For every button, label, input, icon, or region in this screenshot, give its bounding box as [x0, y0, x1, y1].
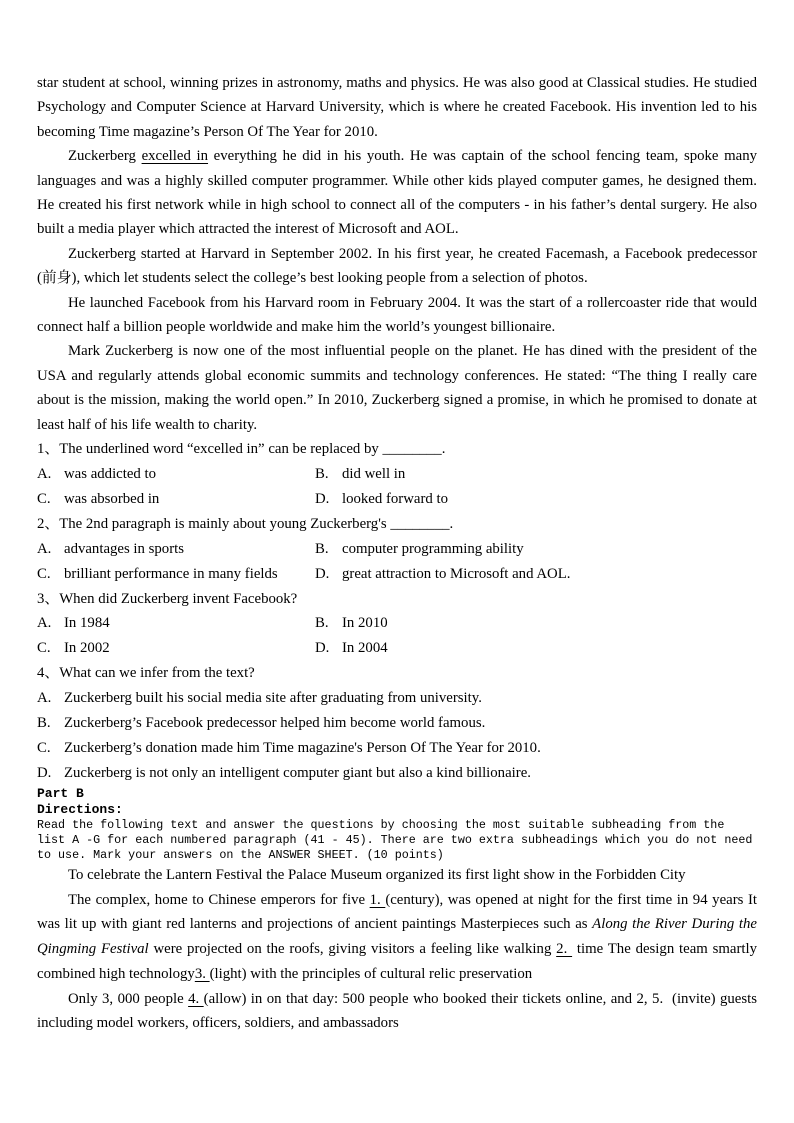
option-text: In 1984: [64, 615, 110, 632]
option-d: [315, 487, 757, 512]
option-label: B.: [315, 615, 329, 632]
option-text: Zuckerberg’s donation made him Time magazine's Person Of The Year for 2010.: [64, 739, 541, 756]
option-c: [37, 562, 315, 587]
option-b: [315, 537, 757, 562]
text-segment: Zuckerberg started at Harvard in September 2002. In his first year, he created Facemash, a Facebook predecessor (前身), which let students select the college’s best looking people from a selection of photos.: [37, 245, 757, 287]
passage-paragraph: [37, 291, 757, 340]
option-text: In 2004: [342, 640, 388, 657]
text-segment: star student at school, winning prizes in astronomy, maths and physics. He was also good at Classical studies. He studied Psychology and Computer Science at Harvard University, which is where he created Facebook. His invention led to his becoming Time magazine’s Person Of The Year for 2010.: [37, 75, 757, 140]
directions-label: Directions:: [37, 801, 123, 817]
cloze-paragraph: [37, 888, 757, 987]
option-b: [315, 611, 757, 636]
passage-paragraph: [37, 144, 757, 242]
text-segment: 2.: [556, 941, 573, 958]
option-label: A.: [37, 540, 52, 557]
option-label: B.: [315, 466, 329, 482]
passage-paragraph: [37, 71, 757, 144]
questions-section: [37, 437, 757, 786]
options-row: [37, 537, 757, 587]
passage-paragraph: [37, 242, 757, 291]
text-segment: He launched Facebook from his Harvard room in February 2004. It was the start of a rollercoaster ride that would connect half a billion people worldwide and make him the world’s youngest billionaire.: [37, 294, 757, 336]
option-text: did well in: [342, 466, 406, 482]
question-4: [37, 661, 757, 786]
text-segment: time The design team smartly combined high technology: [37, 941, 757, 982]
text-segment: 3.: [194, 965, 210, 982]
text-segment: Along the River During the Qingming Festival: [37, 916, 757, 958]
option-label: D.: [37, 764, 52, 781]
option-a: [37, 462, 315, 487]
option-a: [37, 611, 315, 636]
text-segment: The complex, home to Chinese emperors for five: [68, 891, 370, 908]
text-segment: (allow) in on that day: 500 people who booked their tickets online, and 2, 5. (invite) guests including model workers, officers, soldiers, and ambassadors: [37, 990, 758, 1032]
part-b-body: [37, 863, 757, 1036]
directions-line: Read the following text and answer the questions by choosing the most suitable subheading from the: [37, 817, 725, 832]
question-stem: 4、What can we infer from the text?: [37, 665, 255, 682]
question-3: [37, 587, 757, 662]
option-d: [37, 761, 757, 786]
text-segment: Only 3, 000 people: [68, 990, 189, 1007]
text-segment: Mark Zuckerberg is now one of the most influential people on the planet. He has dined with the president of the USA and regularly attends global economic summits and technology conferences. He stated: “The thing I really care about is the mission, making the world open.” In 2010, Zuckerberg signed a promise, in which he promised to donate at least half of his life wealth to charity.: [37, 343, 757, 433]
option-c: [37, 487, 315, 512]
options-row: [37, 611, 757, 661]
option-label: D.: [315, 640, 330, 657]
option-text: Zuckerberg built his social media site after graduating from university.: [64, 690, 482, 707]
question-stem: 2、The 2nd paragraph is mainly about young Zuckerberg's ________.: [37, 515, 454, 532]
question-stem: 3、When did Zuckerberg invent Facebook?: [37, 590, 298, 607]
text-segment: (light) with the principles of cultural relic preservation: [209, 965, 533, 982]
option-label: A.: [37, 466, 52, 482]
part-b-heading: Part B: [37, 785, 84, 801]
option-label: B.: [315, 540, 329, 557]
text-segment: 4.: [188, 990, 204, 1007]
cloze-paragraph: [37, 987, 757, 1036]
option-label: D.: [315, 490, 330, 507]
text-segment: excelled in: [141, 148, 209, 165]
option-label: C.: [37, 490, 51, 507]
option-text: great attraction to Microsoft and AOL.: [342, 565, 571, 582]
option-d: [315, 636, 757, 661]
directions-text: [37, 818, 757, 863]
option-label: A.: [37, 615, 52, 632]
text-segment: everything he did in his youth. He was captain of the school fencing team, spoke many languages and was a highly skilled computer programmer. While other kids played computer games, he designed them. He created his first network while in high school to connect all of the computers - in his father’s dental surgery. He also built a media player which attracted the interest of Microsoft and AOL.: [37, 148, 758, 238]
option-b: [37, 711, 757, 736]
option-text: In 2010: [342, 615, 388, 632]
option-label: C.: [37, 565, 51, 582]
directions-line: list A -G for each numbered paragraph (41 - 45). There are two extra subheadings which you do not need: [37, 832, 753, 847]
part-b-intro: To celebrate the Lantern Festival the Palace Museum organized its first light show in the Forbidden City: [68, 866, 686, 883]
option-label: C.: [37, 640, 51, 657]
option-text: was absorbed in: [64, 490, 160, 507]
option-c: [37, 736, 757, 761]
text-segment: were projected on the roofs, giving visitors a feeling like walking: [148, 941, 557, 958]
question-stem: 1、The underlined word “excelled in” can be replaced by ________.: [37, 441, 446, 458]
option-text: In 2002: [64, 640, 110, 657]
part-b-section: [37, 786, 757, 1036]
option-a: [37, 537, 315, 562]
question-1: [37, 437, 757, 512]
passage-paragraph: [37, 339, 757, 437]
option-c: [37, 636, 315, 661]
option-text: Zuckerberg is not only an intelligent computer giant but also a kind billionaire.: [64, 764, 531, 781]
option-text: brilliant performance in many fields: [64, 565, 278, 582]
options-row: [37, 462, 757, 512]
option-text: was addicted to: [64, 466, 157, 482]
option-label: D.: [315, 565, 330, 582]
option-b: [315, 462, 757, 487]
option-label: A.: [37, 690, 52, 707]
option-text: advantages in sports: [64, 540, 184, 557]
option-d: [315, 562, 757, 587]
text-segment: Zuckerberg: [68, 148, 142, 165]
text-segment: 1.: [369, 891, 386, 908]
text-segment: (century), was opened at night for the first time in 94 years It was lit up with giant red lanterns and projections of ancient paintings Masterpieces such as: [37, 891, 758, 933]
question-2: [37, 512, 757, 587]
option-label: C.: [37, 739, 51, 756]
option-label: B.: [37, 715, 51, 732]
option-text: computer programming ability: [342, 540, 524, 557]
directions-line: to use. Mark your answers on the ANSWER SHEET. (10 points): [37, 847, 444, 862]
reading-passage: [37, 71, 757, 437]
option-text: looked forward to: [342, 490, 449, 507]
option-a: [37, 686, 757, 711]
option-text: Zuckerberg’s Facebook predecessor helped him become world famous.: [64, 715, 486, 732]
options-stacked: [37, 686, 757, 786]
